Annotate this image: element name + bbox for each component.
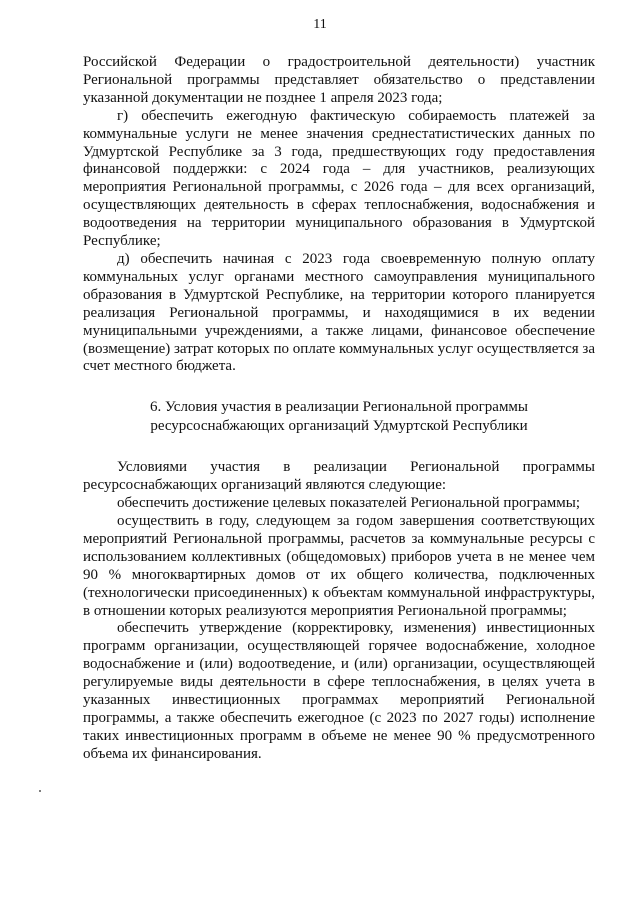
paragraph-condition-investment: обеспечить утверждение (корректировку, изменения) инвестиционных программ организации, осуществляющей горячее водоснабжение, холодное водоснабжение и (или) водоотведение, и (или) организации, осуществляющей регулируемые виды деятельности в сфере теплоснабжения, в целях учета в указанных инвестиционных программах мероприятий Региональной программы, а также обеспечить ежегодное (с 2023 по 2027 годы) исполнение таких инвестиционных программ в объеме не менее 90 % предусмотренного объема их финансирования. (83, 620, 595, 762)
paragraph-condition-metering: осуществить в году, следующем за годом завершения соответствующих мероприятий Региональной программы, расчетов за коммунальные ресурсы с использованием коллективных (общедомовых) приборов учета в не менее чем 90 % многоквартирных домов от их общего количества, подключенных (технологически присоединенных) к объектам коммунальной инфраструктуры, в отношении которых реализуются мероприятия Региональной программы; (83, 513, 595, 619)
scan-speck (39, 790, 41, 792)
paragraph-continuation: Российской Федерации о градостроительной деятельности) участник Региональной программы представляет обязательство о представлении указанной документации не позднее 1 апреля 2023 года; (83, 54, 595, 106)
document-body (83, 54, 595, 764)
section-heading (83, 398, 595, 435)
section-heading-line-2: ресурсоснабжающих организаций Удмуртской Республики (150, 417, 528, 434)
paragraph-item-g: г) обеспечить ежегодную фактическую собираемость платежей за коммунальные услуги не менее значения среднестатистических данных по Удмуртской Республике за 3 года, предшествующих году предоставления финансовой поддержки: с 2024 года – для участников, реализующих мероприятия Региональной программы, с 2026 года – для всех организаций, осуществляющих деятельность в сферах теплоснабжения, водоснабжения и водоотведения на территории муниципального образования в Удмуртской Республике; (83, 107, 595, 250)
page-number: 11 (313, 17, 327, 32)
paragraph-conditions-intro: Условиями участия в реализации Региональной программы ресурсоснабжающих организаций являются следующие: (83, 459, 595, 494)
section-heading-line-1: 6. Условия участия в реализации Региональной программы (149, 399, 529, 416)
paragraph-item-d: д) обеспечить начиная с 2023 года своевременную полную оплату коммунальных услуг органами местного самоуправления муниципального образования в Удмуртской Республике, на территории которого планируется реализация Региональной программы, и находящимися в их ведении муниципальными учреждениями, а также лицами, финансовое обеспечение (возмещение) затрат которых по оплате коммунальных услуг осуществляется за счет местного бюджета. (83, 250, 595, 375)
paragraph-condition-targets: обеспечить достижение целевых показателей Региональной программы; (117, 495, 580, 512)
